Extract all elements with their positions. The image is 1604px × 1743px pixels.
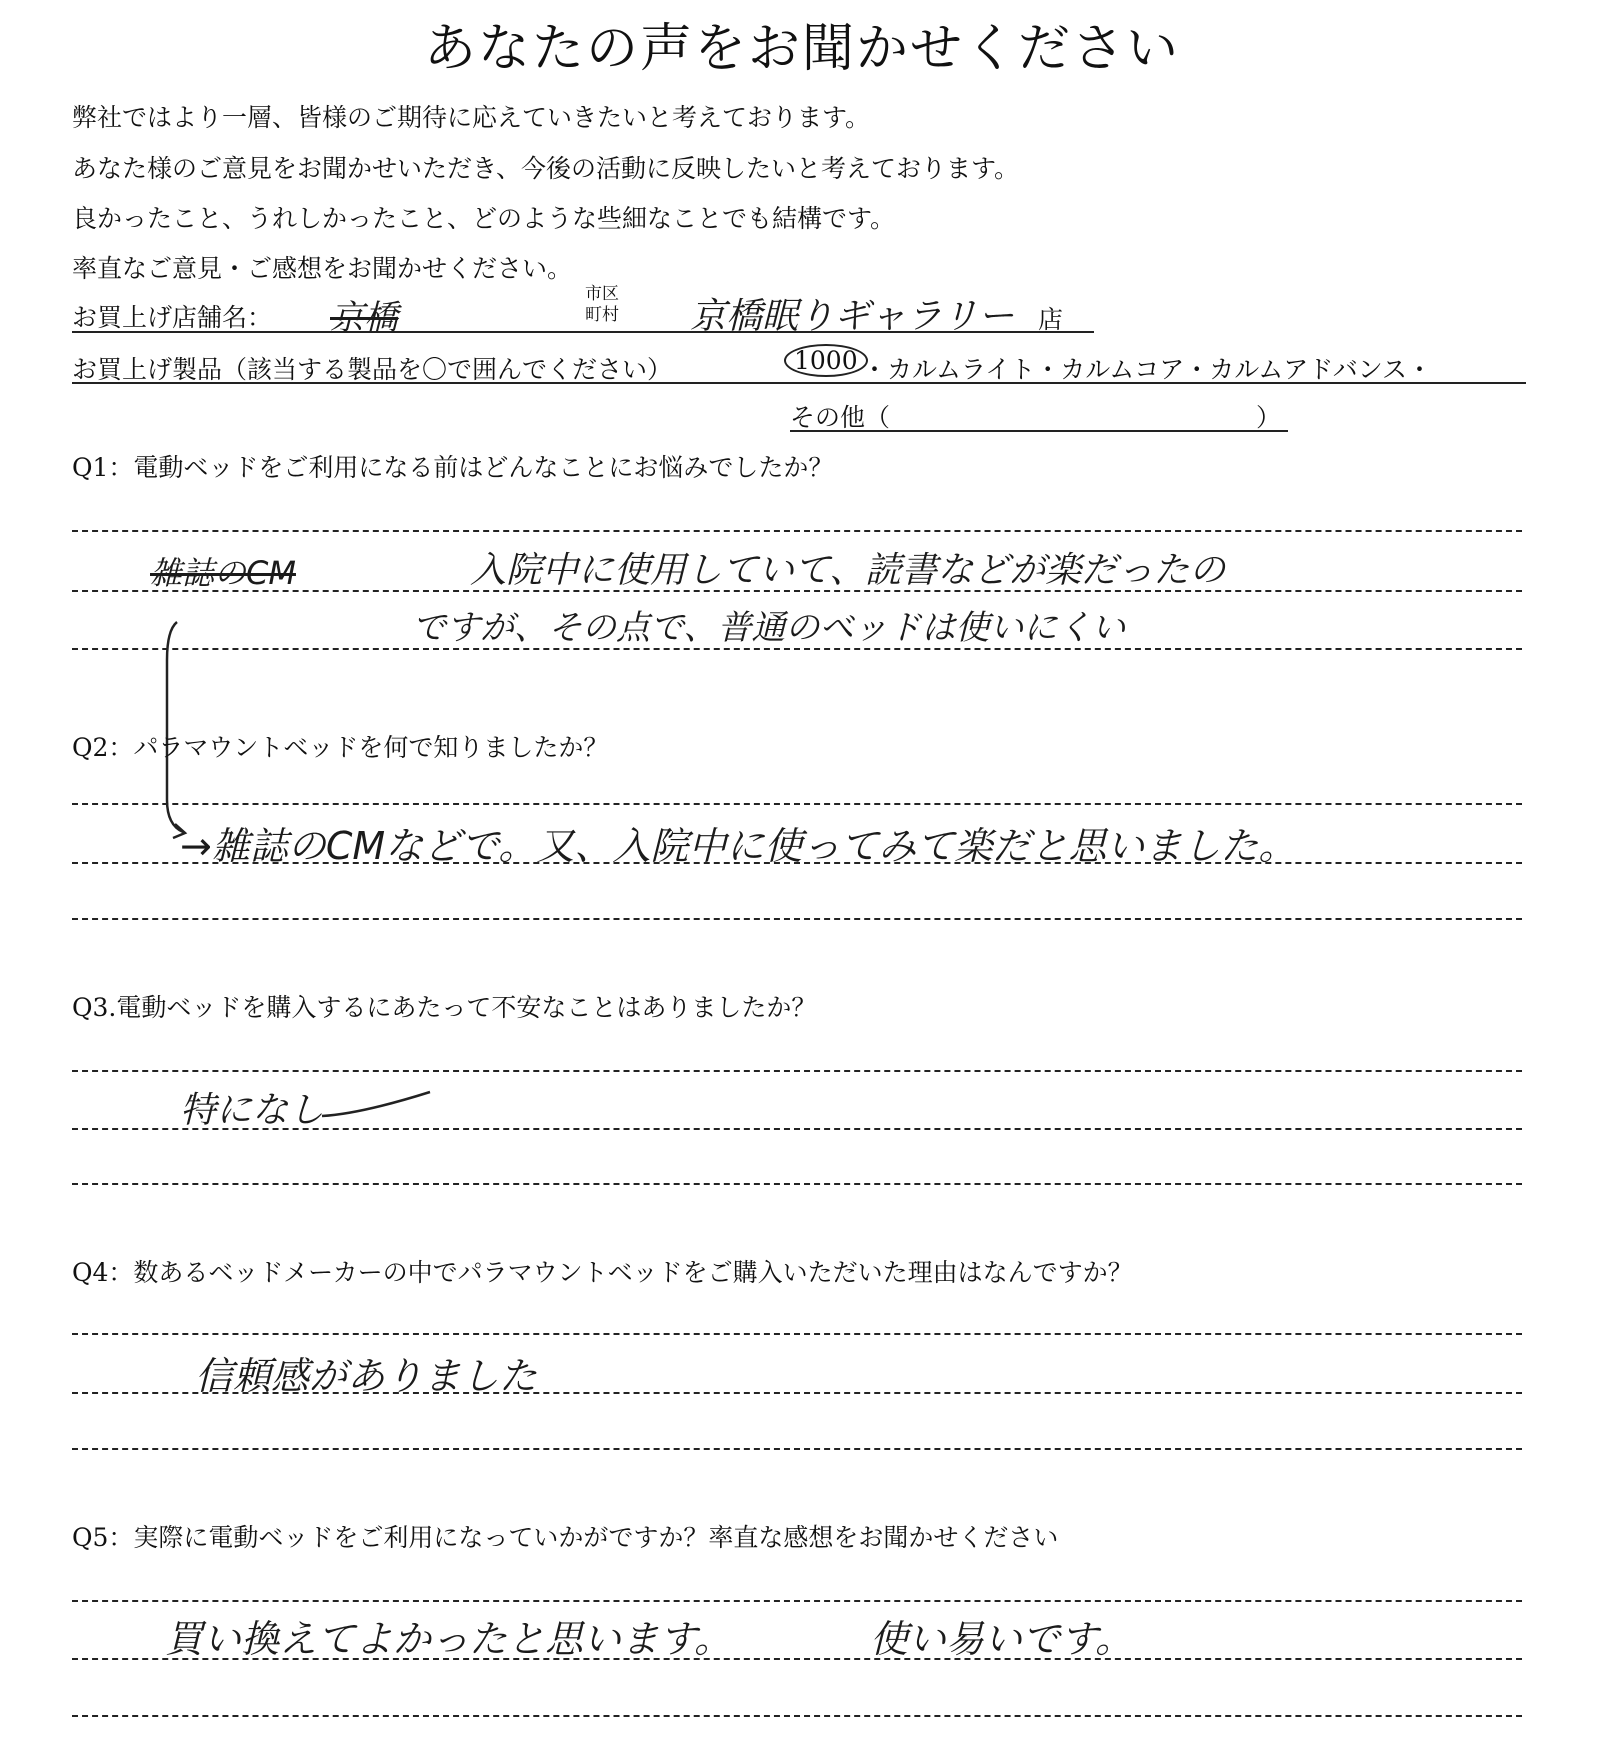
product-option-1000: 1000 (784, 344, 868, 377)
store-label: お買上げ店舗名： (72, 303, 273, 332)
answer-line (72, 862, 1522, 864)
q1-answer: 入院中に使用していて、読書などが楽だったの (470, 550, 1226, 591)
answer-line (72, 1070, 1522, 1072)
question-3: Q3.電動ベッドを購入するにあたって不安なことはありましたか？ (72, 993, 817, 1022)
store-underline (72, 331, 1094, 333)
city-label-bottom: 町村 (585, 305, 619, 325)
answer-line (72, 648, 1522, 650)
product-option-circled (784, 346, 868, 375)
answer-line (72, 1600, 1522, 1602)
answer-line (72, 1333, 1522, 1335)
question-2: Q2：パラマウントベッドを何で知りましたか？ (72, 733, 609, 762)
question-4: Q4：数あるベッドメーカーの中でパラマウントベッドをご購入いただいた理由はなんですか？ (72, 1258, 1133, 1287)
q4-answer: 信頼感がありました (195, 1354, 538, 1398)
answer-line (72, 803, 1522, 805)
answer-line (72, 530, 1522, 532)
product-other-label: その他（ (790, 403, 891, 432)
q5-answer: 使い易いです。 (870, 1617, 1133, 1661)
q2-answer: →雑誌のCMなどで。又、入院中に使ってみて楽だと思いました。 (180, 824, 1297, 868)
product-label: お買上げ製品（該当する製品を〇で囲んでください） (72, 355, 673, 384)
answer-line (72, 1448, 1522, 1450)
answer-line (72, 1658, 1522, 1660)
answer-line (72, 590, 1522, 592)
question-1: Q1：電動ベッドをご利用になる前はどんなことにお悩みでしたか？ (72, 453, 834, 482)
q1-answer: ですが、その点で、普通のベッドは使いにくい (412, 608, 1126, 648)
product-options: ・カルムライト・カルムコア・カルムアドバンス・ (862, 355, 1433, 384)
intro-line: 良かったこと、うれしかったこと、どのような些細なことでも結構です。 (72, 204, 896, 233)
question-5: Q5：実際に電動ベッドをご利用になっていかがですか？率直な感想をお聞かせください (72, 1523, 1059, 1552)
q3-answer: 特になし (180, 1090, 325, 1131)
intro-line: 率直なご意見・ご感想をお聞かせください。 (72, 254, 573, 283)
q1-struck-text: 雑誌のCM (150, 554, 296, 592)
q3-trailing-stroke-icon (320, 1086, 440, 1122)
answer-line (72, 1392, 1522, 1394)
q5-answer: 買い換えてよかったと思います。 (165, 1617, 732, 1661)
answer-line (72, 1715, 1522, 1717)
page-title: あなたの声をお聞かせください (423, 19, 1180, 79)
answer-line (72, 918, 1522, 920)
intro-line: あなた様のご意見をお聞かせいただき、今後の活動に反映したいと考えております。 (72, 154, 1020, 183)
store-suffix: 店 (1038, 305, 1064, 334)
other-underline (790, 430, 1288, 432)
city-label-top: 市区 (585, 284, 619, 304)
product-underline (72, 382, 1526, 384)
answer-line (72, 1183, 1522, 1185)
store-name-handwritten: 京橋眠りギャラリー (690, 296, 1015, 337)
product-other-close: ） (1256, 403, 1282, 432)
intro-line: 弊社ではより一層、皆様のご期待に応えていきたいと考えております。 (72, 103, 871, 132)
answer-line (72, 1128, 1522, 1130)
store-city-handwritten: 京橋 (330, 298, 398, 338)
